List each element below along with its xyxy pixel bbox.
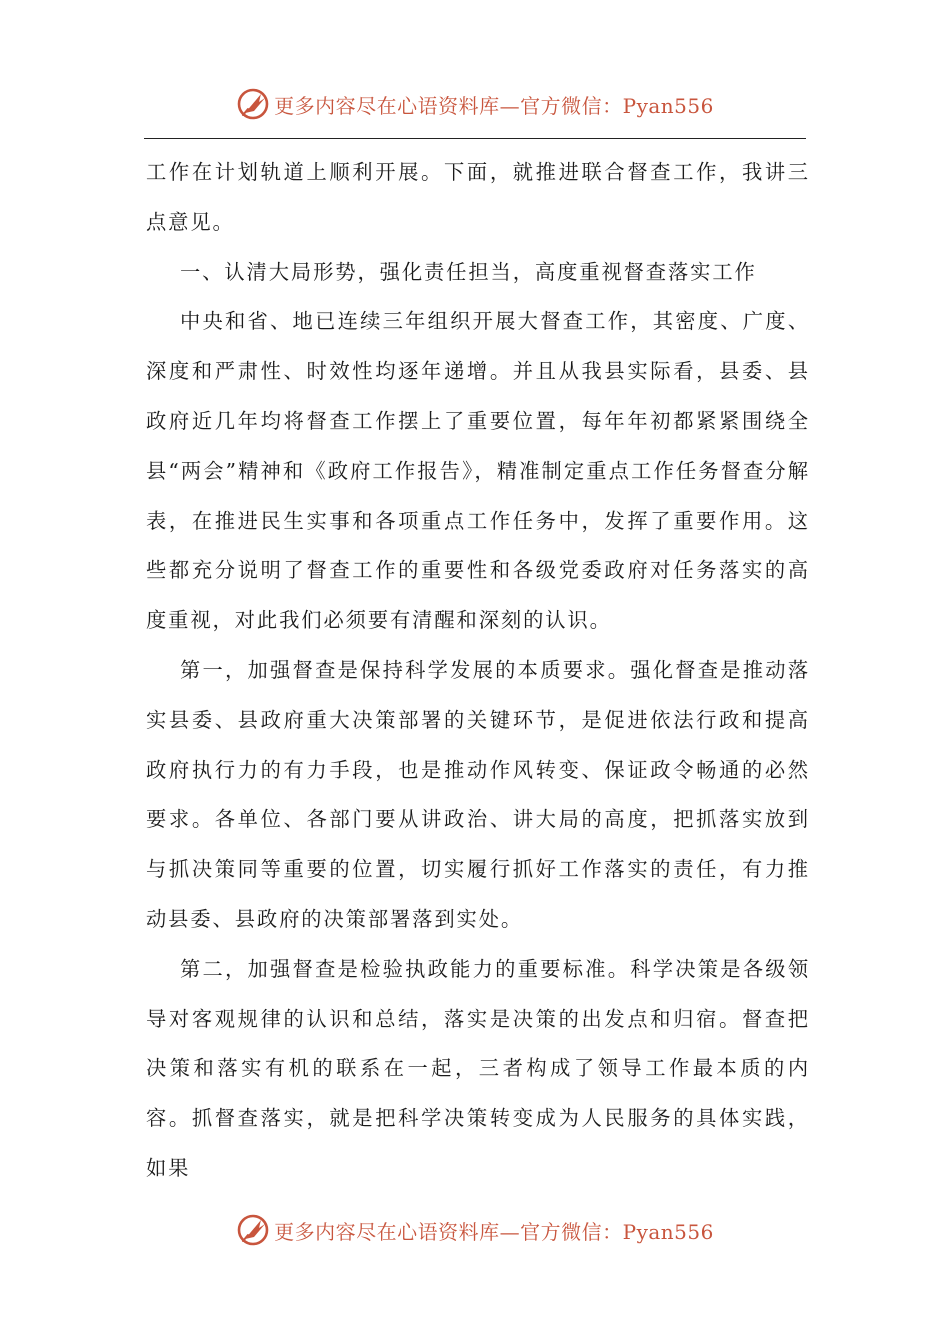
footer-banner-text: 更多内容尽在心语资料库—官方微信：Pyan556 <box>274 1219 714 1244</box>
footer-banner <box>0 1208 950 1252</box>
paragraph: 第二，加强督查是检验执政能力的重要标准。科学决策是各级领导对客观规律的认识和总结，落实是决策的出发点和归宿。督查把决策和落实有机的联系在一起，三者构成了领导工作最本质的内容。抓督查落实，就是把科学决策转变成为人民服务的具体实践，如果 <box>146 956 810 1180</box>
document-body <box>146 148 810 1194</box>
header-divider <box>144 138 806 139</box>
quill-pen-logo-icon <box>236 87 270 121</box>
header-banner-text: 更多内容尽在心语资料库—官方微信：Pyan556 <box>274 93 714 118</box>
paragraph-continuation: 工作在计划轨道上顺利开展。下面，就推进联合督查工作，我讲三点意见。 <box>146 160 810 234</box>
quill-pen-logo-icon <box>236 1213 270 1247</box>
header-banner <box>0 82 950 126</box>
paragraph: 中央和省、地已连续三年组织开展大督查工作，其密度、广度、深度和严肃性、时效性均逐年递增。并且从我县实际看，县委、县政府近几年均将督查工作摆上了重要位置，每年年初都紧紧围绕全县“两会”精神和《政府工作报告》，精准制定重点工作任务督查分解表，在推进民生实事和各项重点工作任务中，发挥了重要作用。这些都充分说明了督查工作的重要性和各级党委政府对任务落实的高度重视，对此我们必须要有清醒和深刻的认识。 <box>146 309 810 633</box>
section-heading: 一、认清大局形势，强化责任担当，高度重视督查落实工作 <box>180 259 757 284</box>
paragraph: 第一，加强督查是保持科学发展的本质要求。强化督查是推动落实县委、县政府重大决策部署的关键环节，是促进依法行政和提高政府执行力的有力手段，也是推动作风转变、保证政令畅通的必然要求。各单位、各部门要从讲政治、讲大局的高度，把抓落实放到与抓决策同等重要的位置，切实履行抓好工作落实的责任，有力推动县委、县政府的决策部署落到实处。 <box>146 657 810 931</box>
